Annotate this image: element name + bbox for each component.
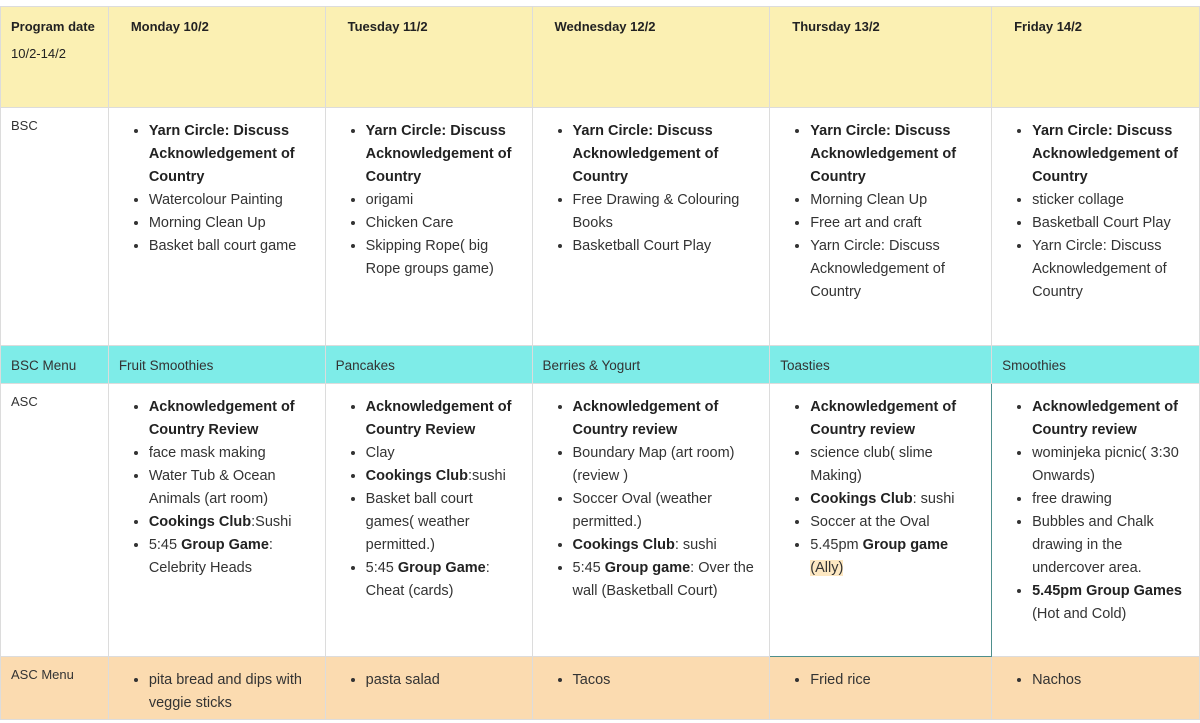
activity-item: • Yarn Circle: Discuss Acknowledgement of Country [366, 120, 524, 189]
menu-list [326, 657, 532, 692]
activity-item: • Cookings Club:Sushi [149, 511, 317, 534]
menu-item: • pita bread and dips with veggie sticks [149, 669, 317, 715]
row-label: BSC [11, 118, 38, 133]
activity-item: • Acknowledgement of Country Review [366, 396, 524, 442]
bsc-menu-row [1, 346, 1200, 384]
activity-list [770, 108, 991, 304]
activity-item: • Free art and craft [810, 212, 983, 235]
day-label: Monday 10/2 [130, 19, 209, 34]
header-row [1, 7, 1200, 108]
activity-item: • Soccer at the Oval [810, 511, 983, 534]
activity-item: • Watercolour Painting [149, 189, 317, 212]
asc-menu-thursday[interactable] [770, 657, 992, 720]
bsc-label-cell[interactable] [1, 108, 109, 346]
activity-item: • 5.45pm Group Games (Hot and Cold) [1032, 580, 1191, 626]
activity-item: • Boundary Map (art room) (review ) [573, 442, 762, 488]
bsc-menu-wednesday[interactable] [532, 346, 770, 384]
asc-menu-label-cell[interactable] [1, 657, 109, 720]
activity-item: • Skipping Rope( big Rope groups game) [366, 235, 524, 281]
menu-list [770, 657, 991, 692]
activity-item: • Yarn Circle: Discuss Acknowledgement of Country [573, 120, 762, 189]
asc-row [1, 384, 1200, 657]
activity-item: • 5.45pm Group game (Ally) [810, 534, 983, 580]
menu-list [992, 657, 1199, 692]
activity-item: • Water Tub & Ocean Animals (art room) [149, 465, 317, 511]
day-label: Friday 14/2 [1014, 19, 1083, 34]
menu-list [109, 657, 325, 715]
activity-item: • Bubbles and Chalk drawing in the undercover area. [1032, 511, 1191, 580]
menu-item: Fruit Smoothies [118, 358, 214, 373]
bsc-menu-thursday[interactable] [770, 346, 992, 384]
activity-list [533, 108, 770, 258]
activity-list [326, 384, 532, 603]
activity-item: • Morning Clean Up [149, 212, 317, 235]
activity-item: • sticker collage [1032, 189, 1191, 212]
activity-item: • Yarn Circle: Discuss Acknowledgement of Country [810, 120, 983, 189]
activity-list [109, 108, 325, 258]
activity-list [992, 108, 1199, 304]
asc-menu-row [1, 657, 1200, 720]
menu-item: • Nachos [1032, 669, 1191, 692]
asc-menu-friday[interactable] [992, 657, 1200, 720]
activity-item: • Chicken Care [366, 212, 524, 235]
bsc-menu-friday[interactable] [992, 346, 1200, 384]
bsc-cell-thursday[interactable] [770, 108, 992, 346]
activity-list [770, 384, 991, 580]
activity-item: • 5:45 Group Game: Cheat (cards) [366, 557, 524, 603]
asc-menu-wednesday[interactable] [532, 657, 770, 720]
activity-item: • science club( slime Making) [810, 442, 983, 488]
bsc-menu-monday[interactable] [108, 346, 325, 384]
activity-item: • Free Drawing & Colouring Books [573, 189, 762, 235]
row-label: BSC Menu [11, 358, 77, 373]
day-header-monday[interactable] [108, 7, 325, 108]
activity-item: • Cookings Club: sushi [810, 488, 983, 511]
day-header-wednesday[interactable] [532, 7, 770, 108]
day-header-tuesday[interactable] [325, 7, 532, 108]
activity-item: • Acknowledgement of Country review [810, 396, 983, 442]
activity-item: • free drawing [1032, 488, 1191, 511]
activity-item: • Yarn Circle: Discuss Acknowledgement of Country [149, 120, 317, 189]
program-table [0, 6, 1200, 720]
activity-item: • face mask making [149, 442, 317, 465]
day-header-thursday[interactable] [770, 7, 992, 108]
activity-item: • Basketball Court Play [573, 235, 762, 258]
activity-item: • origami [366, 189, 524, 212]
activity-item: • Morning Clean Up [810, 189, 983, 212]
activity-item: • Clay [366, 442, 524, 465]
activity-list [533, 384, 770, 603]
activity-list [326, 108, 532, 281]
asc-cell-wednesday[interactable] [532, 384, 770, 657]
row-label: ASC Menu [11, 667, 74, 682]
program-date-cell[interactable] [1, 7, 109, 108]
activity-item: • Basket ball court games( weather permitted.) [366, 488, 524, 557]
bsc-cell-friday[interactable] [992, 108, 1200, 346]
bsc-row [1, 108, 1200, 346]
activity-list [992, 384, 1199, 626]
menu-item: • Tacos [573, 669, 762, 692]
activity-item: • Basket ball court game [149, 235, 317, 258]
day-label: Tuesday 11/2 [347, 19, 428, 34]
activity-item: • Cookings Club:sushi [366, 465, 524, 488]
day-label: Wednesday 12/2 [554, 19, 656, 34]
day-label: Thursday 13/2 [792, 19, 880, 34]
menu-item: • Fried rice [810, 669, 983, 692]
activity-item: • Acknowledgement of Country Review [149, 396, 317, 442]
activity-item: • Cookings Club: sushi [573, 534, 762, 557]
day-header-friday[interactable] [992, 7, 1200, 108]
activity-item: • Soccer Oval (weather permitted.) [573, 488, 762, 534]
activity-item: • Basketball Court Play [1032, 212, 1191, 235]
row-label: ASC [11, 394, 38, 409]
bsc-menu-tuesday[interactable] [325, 346, 532, 384]
bsc-cell-tuesday[interactable] [325, 108, 532, 346]
menu-item: Pancakes [335, 358, 395, 373]
activity-item: • Yarn Circle: Discuss Acknowledgement of Country [810, 235, 983, 304]
activity-item: • Acknowledgement of Country review [1032, 396, 1191, 442]
activity-item: • Acknowledgement of Country review [573, 396, 762, 442]
program-date-range: 10/2-14/2 [11, 46, 66, 61]
activity-item: • 5:45 Group Game: Celebrity Heads [149, 534, 317, 580]
asc-cell-tuesday[interactable] [325, 384, 532, 657]
menu-item: Smoothies [1002, 358, 1066, 373]
asc-menu-tuesday[interactable] [325, 657, 532, 720]
activity-item: • 5:45 Group game: Over the wall (Basketball Court) [573, 557, 762, 603]
bsc-cell-wednesday[interactable] [532, 108, 770, 346]
asc-label-cell[interactable] [1, 384, 109, 657]
asc-cell-friday[interactable] [992, 384, 1200, 657]
activity-item: • wominjeka picnic( 3:30 Onwards) [1032, 442, 1191, 488]
asc-menu-monday[interactable] [108, 657, 325, 720]
activity-item: • Yarn Circle: Discuss Acknowledgement of Country [1032, 235, 1191, 304]
activity-item: • Yarn Circle: Discuss Acknowledgement of Country [1032, 120, 1191, 189]
menu-list [533, 657, 770, 692]
menu-item: Berries & Yogurt [542, 358, 641, 373]
activity-list [109, 384, 325, 580]
asc-cell-monday[interactable] [108, 384, 325, 657]
menu-item: Toasties [780, 358, 830, 373]
program-date-label: Program date [11, 19, 95, 34]
bsc-menu-label-cell[interactable] [1, 346, 109, 384]
menu-item: • pasta salad [366, 669, 524, 692]
bsc-cell-monday[interactable] [108, 108, 325, 346]
asc-cell-thursday[interactable] [770, 384, 992, 657]
